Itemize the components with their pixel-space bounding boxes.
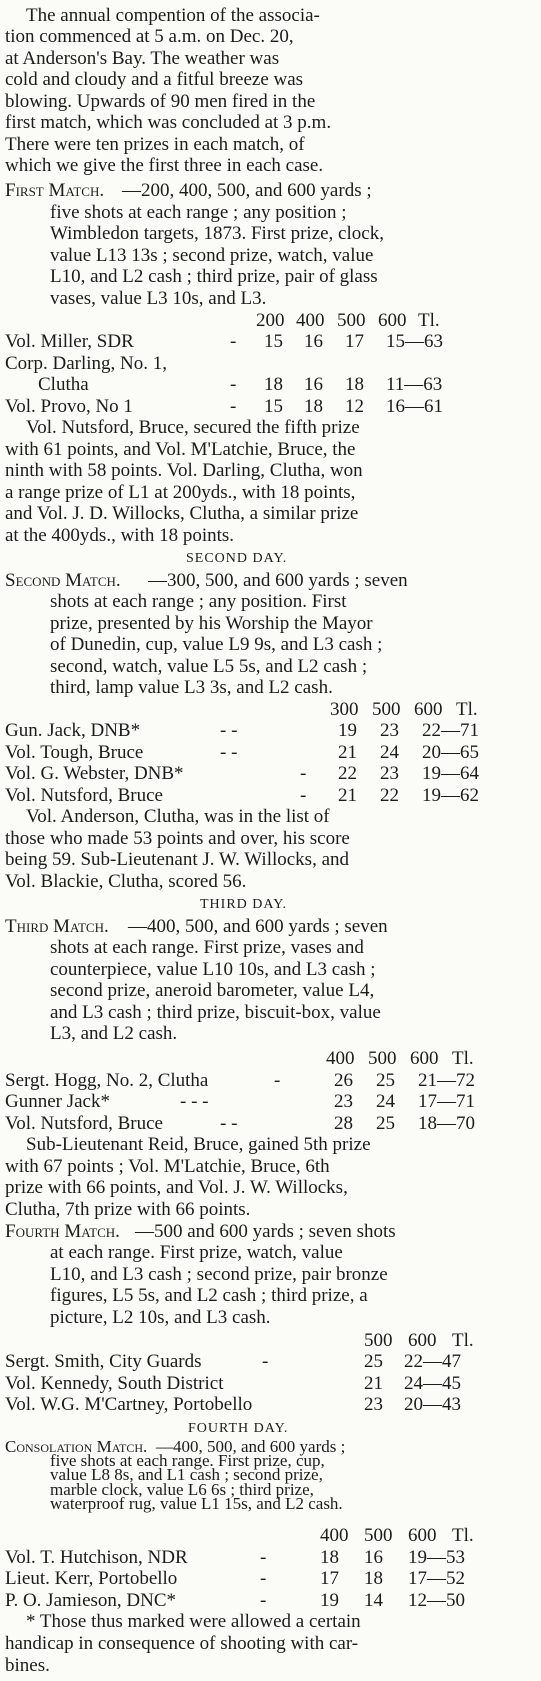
match-label: First Match.	[5, 180, 105, 202]
match-desc-line: value L8 8s, and L1 cash ; second prize,	[50, 1465, 323, 1485]
day-heading: FOURTH DAY.	[188, 1420, 289, 1436]
day-heading: SECOND DAY.	[186, 551, 288, 566]
score-table-header: 300 500 600 Tl.	[330, 698, 478, 720]
score-row: Gunner Jack* - - - 23 24 17—71	[5, 1091, 475, 1113]
match-desc-line: Wimbledon targets, 1873. First prize, clock,	[50, 223, 384, 245]
note-line: being 59. Sub-Lieutenant J. W. Willocks, and	[5, 849, 350, 871]
match-title-line: Second Match. —300, 500, and 600 yards ; seven	[5, 569, 408, 591]
note-line: prize with 66 points, and Vol. J. W. Willocks,	[5, 1177, 348, 1199]
score-row: Lieut. Kerr, Portobello - 17 18 17—52	[5, 1568, 465, 1590]
match-desc-line: figures, L5 5s, and L2 cash ; third prize, a	[50, 1285, 368, 1306]
match-desc-line: of Dunedin, cup, value L9 9s, and L3 cash ;	[50, 634, 383, 656]
score-row: Gun. Jack, DNB* - - 19 23 22—71	[5, 720, 479, 742]
match-desc-line: third, lamp value L3 3s, and L2 cash.	[50, 677, 333, 699]
match-desc-line: L10, and L2 cash ; third prize, pair of glass	[50, 266, 378, 288]
match-desc-line: five shots at each range. First prize, cup,	[50, 1451, 325, 1470]
score-row: Clutha - 18 16 18 11—63	[38, 374, 443, 395]
match-desc-line: second prize, aneroid barometer, value L4,	[50, 980, 375, 1002]
match-label: Third Match.	[5, 915, 109, 937]
score-row: Sergt. Hogg, No. 2, Clutha - 26 25 21—72	[5, 1069, 475, 1091]
match-desc-line: picture, L2 10s, and L3 cash.	[50, 1306, 271, 1328]
match-desc-line: shots at each range ; any position. First	[50, 591, 347, 612]
match-label: Consolation Match.	[5, 1436, 148, 1456]
score-row: Sergt. Smith, City Guards - 25 22—47	[5, 1351, 461, 1373]
match-desc-line: shots at each range. First prize, vases and	[50, 937, 364, 959]
match-desc-line: waterproof rug, value L1 15s, and L2 cash.	[50, 1494, 343, 1514]
score-row: Vol. Nutsford, Bruce - 21 22 19—62	[5, 784, 479, 806]
match-label: Fourth Match.	[5, 1220, 120, 1242]
note-line: those who made 53 points and over, his score	[5, 827, 350, 849]
match-label: Second Match.	[5, 569, 121, 591]
match-desc-line: second, watch, value L5 5s, and L2 cash ;	[50, 655, 368, 677]
note-line: at the 400yds., with 18 points.	[5, 524, 235, 546]
intro-line: at Anderson's Bay. The weather was	[5, 47, 280, 69]
score-row: Vol. Miller, SDR - 15 16 17 15—63	[5, 331, 443, 352]
note-line: with 67 points ; Vol. M'Latchie, Bruce, 6th	[5, 1155, 330, 1177]
score-table-header: 500 600 Tl.	[364, 1329, 474, 1351]
note-line: Sub-Lieutenant Reid, Bruce, gained 5th prize	[26, 1134, 371, 1156]
match-desc-line: and L3 cash ; third prize, biscuit-box, value	[50, 1001, 381, 1023]
intro-line: blowing. Upwards of 90 men fired in the	[5, 90, 316, 112]
score-row: Vol. Tough, Bruce - - 21 24 20—65	[5, 741, 479, 763]
intro-line: first match, which was concluded at 3 p.m.	[5, 112, 332, 134]
intro-line: There were ten prizes in each match, of	[5, 133, 305, 155]
match-desc-line: value L13 13s ; second prize, watch, value	[50, 244, 374, 266]
score-table-header: 200 400 500 600 Tl.	[256, 309, 440, 331]
note-line: with 61 points, and Vol. M'Latchie, Bruce, the	[5, 438, 356, 460]
note-line: Clutha, 7th prize with 66 points.	[5, 1199, 251, 1220]
score-row: Vol. Kennedy, South District 21 24—45	[5, 1372, 461, 1394]
note-line: Vol. Nutsford, Bruce, secured the fifth prize	[26, 417, 360, 439]
match-desc-line: marble clock, value L6 6s ; third prize,	[50, 1479, 314, 1499]
match-title-line: Consolation Match. —400, 500, and 600 yards ;	[0, 1435, 541, 1459]
score-table-header: 400 500 600 Tl.	[326, 1048, 474, 1070]
note-line: a range prize of L1 at 200yds., with 18 points,	[5, 481, 356, 503]
score-table-header: 400 500 600 Tl.	[320, 1525, 474, 1547]
match-title-line: Fourth Match. —500 and 600 yards ; seven shots	[5, 1220, 396, 1242]
score-row: Vol. Provo, No 1 - 15 18 12 16—61	[5, 395, 443, 417]
note-line: Vol. Blackie, Clutha, scored 56.	[5, 870, 247, 892]
match-desc-line: five shots at each range ; any position ;	[50, 201, 347, 223]
score-row: Vol. T. Hutchison, NDR - 18 16 19—53	[5, 1546, 465, 1568]
score-row: Vol. W.G. M'Cartney, Portobello 23 20—43	[5, 1394, 461, 1416]
match-desc-line: counterpiece, value L10 10s, and L3 cash ;	[50, 958, 376, 980]
match-title-line: First Match. —200, 400, 500, and 600 yards ;	[5, 180, 372, 202]
intro-line: The annual compention of the associa-	[26, 4, 320, 26]
footnote-line: bines.	[5, 1654, 50, 1676]
intro-line: tion commenced at 5 a.m. on Dec. 20,	[5, 26, 294, 48]
match-desc-line: L10, and L3 cash ; second prize, pair bronze	[50, 1263, 388, 1285]
score-row: P. O. Jamieson, DNC* - 19 14 12—50	[5, 1589, 465, 1611]
note-line: Vol. Anderson, Clutha, was in the list of	[26, 806, 330, 828]
intro-line: which we give the first three in each case.	[5, 155, 324, 177]
match-title-line: Third Match. —400, 500, and 600 yards ; seven	[5, 915, 388, 937]
score-row: Vol. G. Webster, DNB* - 22 23 19—64	[5, 763, 479, 785]
day-heading: THIRD DAY.	[200, 897, 288, 913]
note-line: and Vol. J. D. Willocks, Clutha, a similar prize	[5, 503, 359, 525]
match-desc-line: prize, presented by his Worship the Mayor	[50, 612, 373, 634]
score-row-name: Corp. Darling, No. 1,	[5, 352, 168, 374]
intro-line: cold and cloudy and a fitful breeze was	[5, 69, 304, 91]
note-line: ninth with 58 points. Vol. Darling, Clutha, won	[5, 460, 363, 482]
match-desc-line: vases, value L3 10s, and L3.	[50, 287, 267, 309]
footnote-line: handicap in consequence of shooting with car-	[5, 1633, 359, 1654]
match-desc-line: at each range. First prize, watch, value	[50, 1242, 343, 1263]
footnote-line: * Those thus marked were allowed a certain	[26, 1611, 361, 1633]
score-row: Vol. Nutsford, Bruce - - 28 25 18—70	[5, 1112, 475, 1134]
match-desc-line: L3, and L2 cash.	[50, 1023, 178, 1045]
